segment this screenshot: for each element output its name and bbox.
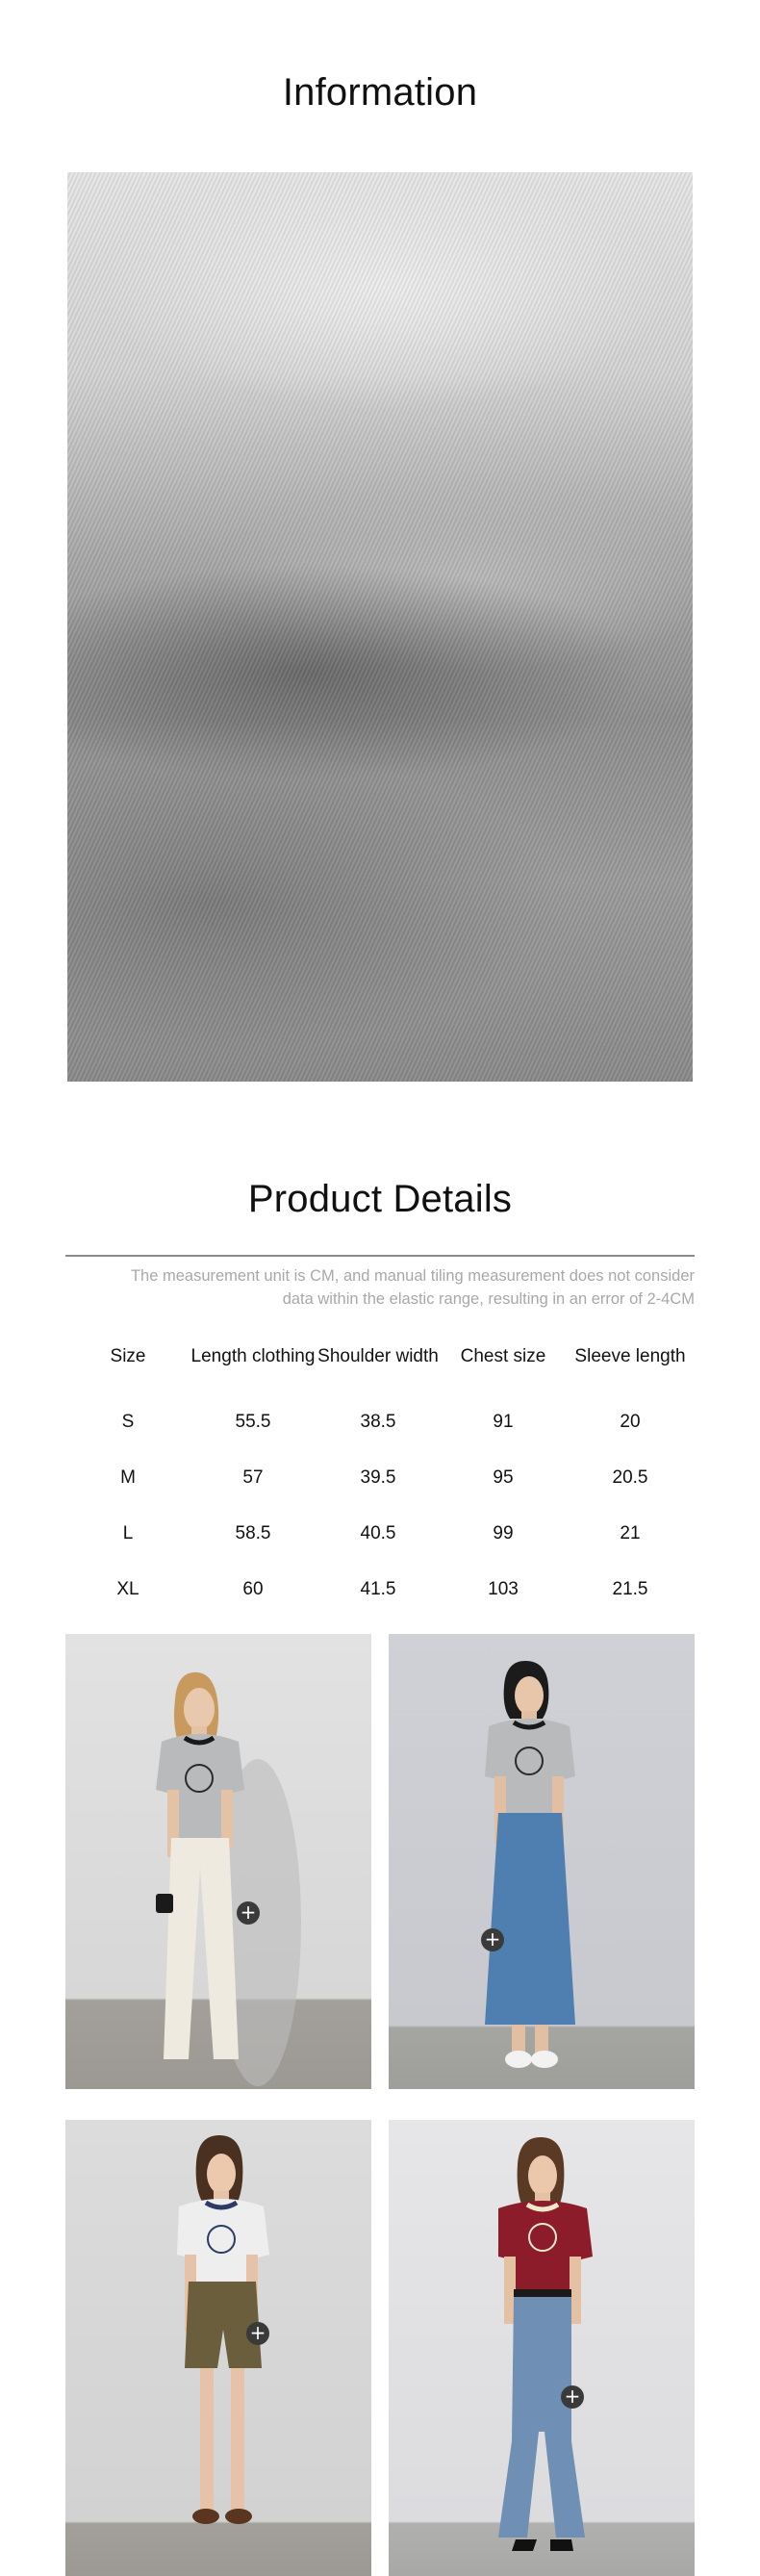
shoulder-cell: 39.5 — [360, 1467, 396, 1488]
sleeve-cell: 21 — [620, 1522, 641, 1543]
size-cell: M — [120, 1467, 136, 1488]
table-row — [65, 1449, 695, 1505]
length-cell: 60 — [242, 1578, 264, 1599]
sleeve-cell: 20 — [620, 1411, 641, 1432]
table-row — [65, 1505, 695, 1561]
size-table — [65, 1318, 695, 1617]
sneaker — [531, 2051, 558, 2068]
table-row — [65, 1561, 695, 1617]
chest-cell: 91 — [493, 1411, 514, 1432]
shoulder-cell: 38.5 — [360, 1411, 396, 1432]
plus-circle-icon[interactable]: + — [246, 2322, 269, 2345]
header-shoulder: Shoulder width — [317, 1345, 439, 1366]
table-row — [65, 1393, 695, 1449]
flared-jeans — [498, 2297, 585, 2538]
model-figure-3 — [65, 2120, 371, 2576]
length-cell: 57 — [242, 1467, 264, 1488]
chest-cell: 95 — [493, 1467, 514, 1488]
size-cell: S — [121, 1411, 135, 1432]
length-cell: 55.5 — [235, 1411, 271, 1432]
sleeve-cell: 21.5 — [612, 1578, 648, 1599]
model-photo-3[interactable] — [65, 2120, 371, 2576]
information-title: Information — [282, 71, 478, 114]
face — [207, 2154, 236, 2194]
plus-circle-icon[interactable]: + — [237, 1901, 260, 1925]
model-figure-4 — [389, 2120, 695, 2576]
header-chest: Chest size — [460, 1345, 546, 1366]
model-photo-4[interactable] — [389, 2120, 695, 2576]
header-sleeve: Sleeve length — [574, 1345, 686, 1366]
model-photo-1[interactable] — [65, 1634, 371, 2089]
plus-circle-icon[interactable]: + — [481, 1928, 504, 1951]
sleeve-cell: 20.5 — [612, 1467, 648, 1488]
face — [515, 1676, 544, 1715]
face — [184, 1688, 215, 1730]
plus-circle-icon[interactable]: + — [561, 2385, 584, 2409]
model-figure-1 — [65, 1634, 371, 2089]
fabric-closeup-image — [67, 172, 693, 1082]
product-details-title: Product Details — [247, 1178, 513, 1220]
denim-skirt — [485, 1813, 575, 2025]
size-cell: L — [122, 1522, 134, 1543]
sneaker — [505, 2051, 532, 2068]
belt — [514, 2289, 571, 2297]
length-cell: 58.5 — [235, 1522, 271, 1543]
header-size: Size — [110, 1345, 146, 1366]
size-cell: XL — [116, 1578, 139, 1599]
shoe — [192, 2509, 219, 2524]
chest-cell: 99 — [493, 1522, 514, 1543]
trousers — [164, 1838, 239, 2059]
handbag — [156, 1894, 173, 1913]
model-figure-2 — [389, 1634, 695, 2089]
size-table-header — [65, 1318, 695, 1393]
shoulder-cell: 41.5 — [360, 1578, 396, 1599]
header-length: Length clothing — [190, 1345, 316, 1366]
face — [528, 2155, 557, 2196]
divider — [65, 1255, 695, 1257]
model-photo-2[interactable] — [389, 1634, 695, 2089]
shoe — [225, 2509, 252, 2524]
shoulder-cell: 40.5 — [360, 1522, 396, 1543]
measurement-note: The measurement unit is CM, and manual tiling measurement does not consider data within the elastic range, resulting in an error of 2-4CM — [130, 1267, 695, 1308]
chest-cell: 103 — [488, 1578, 519, 1599]
